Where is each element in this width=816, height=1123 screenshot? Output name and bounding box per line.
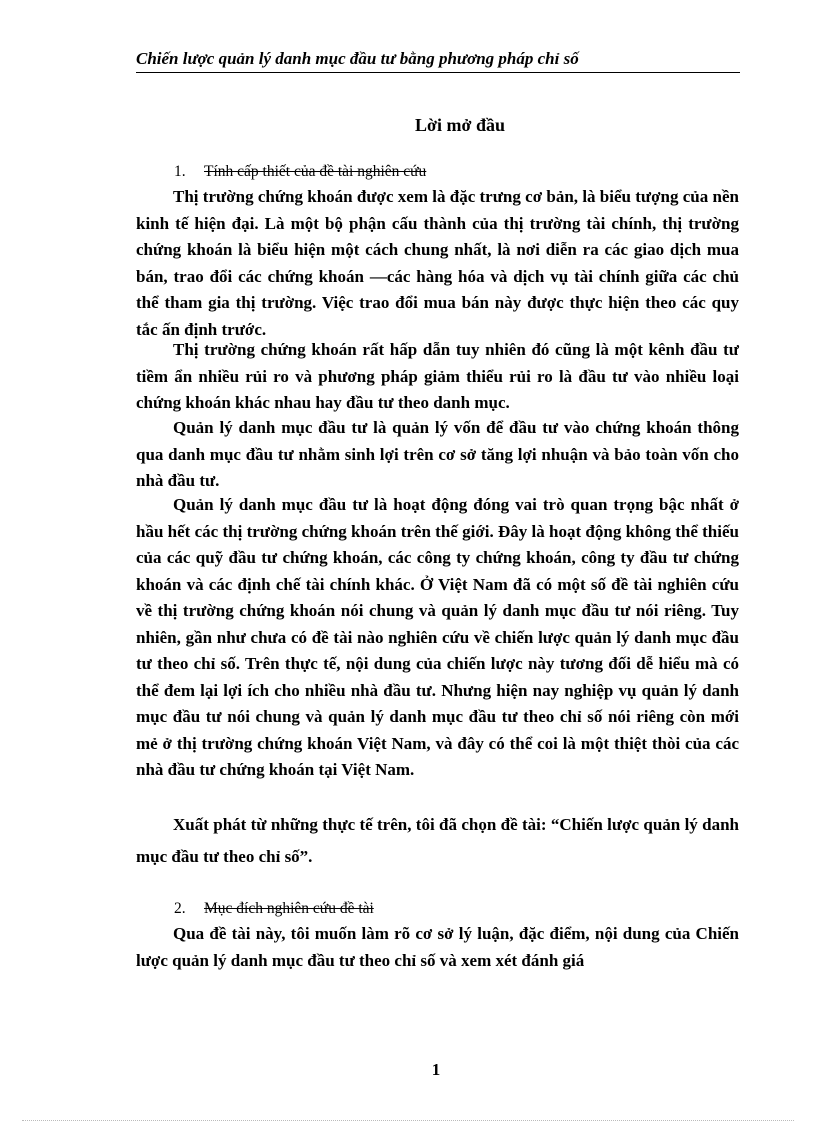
paragraph-6: Qua đề tài này, tôi muốn làm rõ cơ sở lý luận, đặc điểm, nội dung của Chiến lược quản lý danh mục đầu tư theo chỉ số và xem xét đánh giá (136, 924, 739, 970)
paragraph-5: Xuất phát từ những thực tế trên, tôi đã chọn đề tài: “Chiến lược quản lý danh mục đầu tư theo chỉ số”. (136, 815, 739, 866)
section-number: 2. (174, 900, 186, 917)
section-heading-2 (174, 900, 374, 918)
paragraph-2: Thị trường chứng khoán rất hấp dẫn tuy nhiên đó cũng là một kênh đầu tư tiềm ẩn nhiều rủi ro và phương pháp giảm thiểu rủi ro là đầu tư vào nhiều loại chứng khoán khác nhau hay đầu tư theo danh mục. (136, 340, 739, 412)
paragraph-4: Quản lý danh mục đầu tư là hoạt động đóng vai trò quan trọng bậc nhất ở hầu hết các thị trường chứng khoán trên thế giới. Đây là hoạt động không thể thiếu của các quỹ đầu tư chứng khoán, các công ty chứng khoán, công ty đầu tư chứng khoán và các định chế tài chính khác. Ở Việt Nam đã có một số đề tài nghiên cứu về thị trường chứng khoán nói chung và quản lý danh mục đầu tư nói riêng. Tuy nhiên, gần như chưa có đề tài nào nghiên cứu về chiến lược quản lý danh mục đầu tư theo chỉ số. Trên thực tế, nội dung của chiến lược này tương đối dễ hiểu mà có thể đem lại lợi ích cho nhiều nhà đầu tư. Nhưng hiện nay nghiệp vụ quản lý danh mục đầu tư nói chung và quản lý danh mục đầu tư theo chỉ số nói riêng còn mới mẻ ở thị trường chứng khoán Việt Nam, và đây có thể coi là một thiệt thòi của các nhà đầu tư chứng khoán tại Việt Nam. (136, 495, 739, 779)
section-number: 1. (174, 163, 186, 180)
page-bottom-divider (22, 1120, 794, 1121)
running-header: Chiến lược quản lý danh mục đầu tư bằng phương pháp chỉ số (136, 48, 740, 73)
paragraph-3: Quản lý danh mục đầu tư là quản lý vốn để đầu tư vào chứng khoán thông qua danh mục đầu tư nhằm sinh lợi trên cơ sở tăng lợi nhuận và bảo toàn vốn cho nhà đầu tư. (136, 418, 739, 490)
section-title: Mục đích nghiên cứu đề tài (204, 900, 374, 917)
section-heading-1 (174, 163, 426, 181)
paragraph-1: Thị trường chứng khoán được xem là đặc trưng cơ bản, là biểu tượng của nền kinh tế hiện đại. Là một bộ phận cấu thành của thị trường tài chính, thị trường chứng khoán là biểu hiện một cách chung nhất, là nơi diễn ra các giao dịch mua bán, trao đổi các chứng khoán —các hàng hóa và dịch vụ tài chính giữa các chủ thể tham gia thị trường. Việc trao đổi mua bán này được thực hiện theo các quy tắc ấn định trước. (136, 187, 739, 339)
section-title: Tính cấp thiết của đề tài nghiên cứu (204, 163, 427, 180)
page-number: 1 (431, 1060, 441, 1079)
page-title: Lời mở đầu (415, 115, 505, 135)
